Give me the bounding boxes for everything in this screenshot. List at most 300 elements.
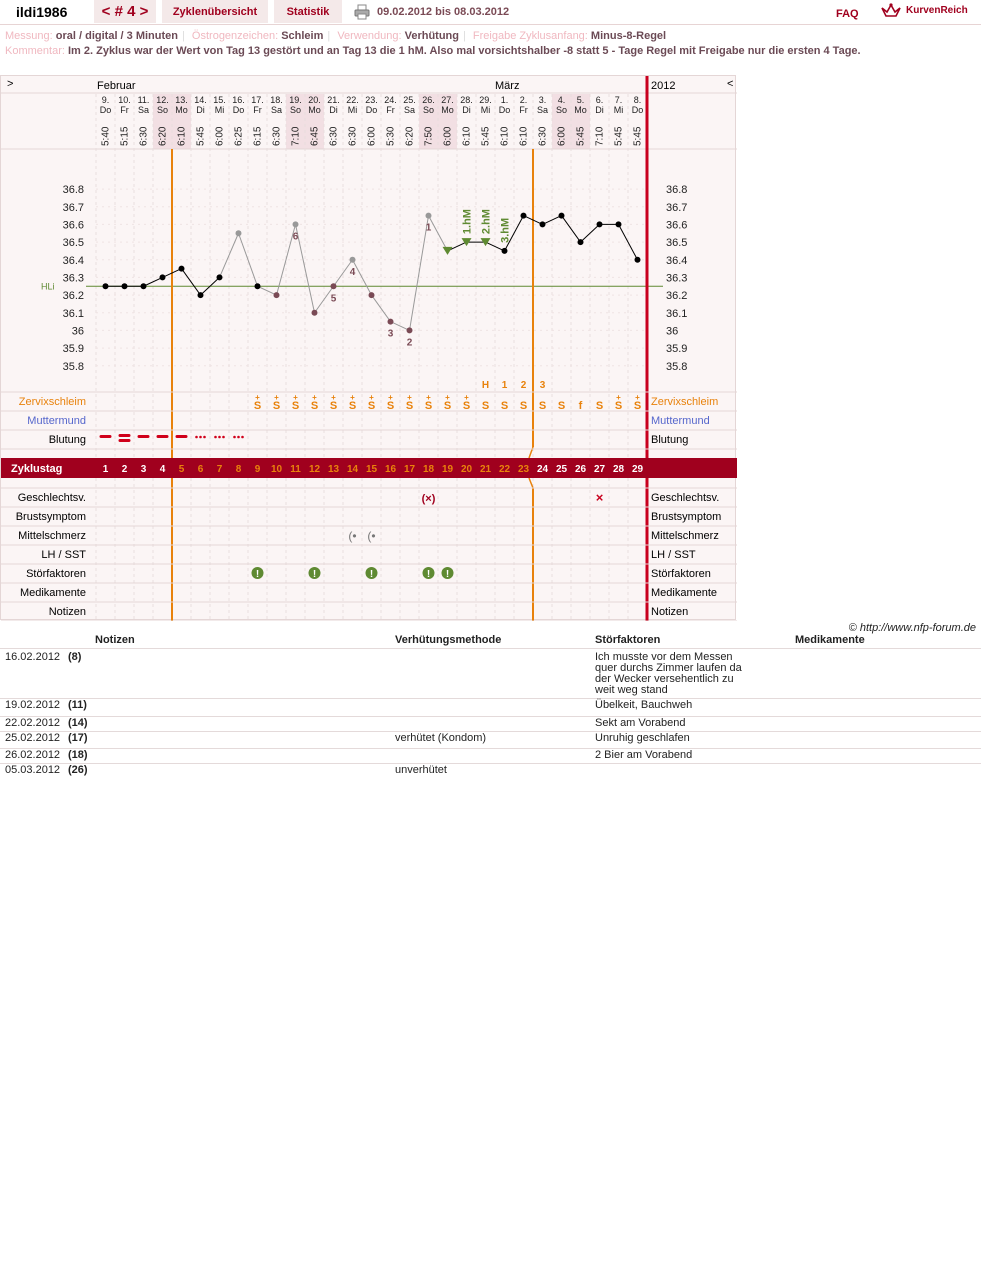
date-label: 16. — [232, 95, 245, 105]
row-date: 26.02.2012 — [5, 749, 61, 761]
weekday-label: Mo — [574, 105, 587, 115]
table-row — [0, 650, 981, 699]
cycle-day-number: 19 — [441, 464, 454, 475]
y-tick-right: 36 — [666, 325, 679, 338]
cycle-day-number: 8 — [235, 464, 242, 475]
count-label: 5 — [330, 293, 337, 305]
row-label-zervix: Zervixschleim — [18, 396, 86, 408]
cycle-day-number: 21 — [479, 464, 492, 475]
time-label: 5:15 — [119, 126, 131, 146]
cycle-day-number: 13 — [327, 464, 340, 475]
freigabe-value: Minus-8-Regel — [590, 30, 667, 42]
row-label-right-zervix: Zervixschleim — [651, 396, 719, 408]
cycle-day-number: 26 — [574, 464, 587, 475]
time-label: 6:10 — [461, 126, 473, 146]
time-label: 5:30 — [385, 126, 397, 146]
row-method: verhütet (Kondom) — [395, 732, 487, 744]
bleeding-dot — [233, 436, 236, 439]
date-label: 9. — [101, 95, 110, 105]
temp-shift-line — [529, 478, 533, 488]
time-label: 6:00 — [214, 126, 226, 146]
header-method: Verhütungsmethode — [395, 634, 502, 646]
time-label: 6:45 — [309, 126, 321, 146]
cycle-day-number: 25 — [555, 464, 568, 475]
cycle-day-number: 20 — [460, 464, 473, 475]
row-label-muttermund: Muttermund — [27, 415, 86, 427]
row-label-lh: LH / SST — [41, 549, 86, 561]
bleeding-dot — [203, 436, 206, 439]
time-label: 6:10 — [499, 126, 511, 146]
weekday-label: So — [156, 105, 169, 115]
y-tick-right: 35.8 — [666, 360, 688, 373]
weekday-label: Fr — [519, 105, 528, 115]
mittelschmerz-icon: (• — [348, 529, 357, 543]
mucus-plus: + — [445, 393, 450, 402]
row-label-right-brust: Brustsymptom — [651, 511, 722, 523]
bleeding-dot — [241, 436, 244, 439]
mucus-plus: + — [350, 393, 355, 402]
temp-point — [407, 327, 413, 333]
freigabe-label: Freigabe Zyklusanfang: — [472, 30, 588, 42]
header-medi: Medikamente — [795, 634, 865, 646]
row-label-right-blutung: Blutung — [651, 434, 689, 446]
date-label: 24. — [384, 95, 397, 105]
row-label-right-lh: LH / SST — [651, 549, 696, 561]
cycle-day-number: 11 — [290, 464, 301, 475]
temp-point — [141, 283, 147, 289]
count-label: 1 — [425, 222, 432, 234]
coverline-label: HLi — [41, 281, 55, 292]
y-tick-right: 36.8 — [666, 184, 688, 197]
mucus-symbol: S — [633, 400, 642, 412]
mucus-plus: + — [426, 393, 431, 402]
bleeding-mark — [176, 435, 188, 438]
date-label: 10. — [118, 95, 131, 105]
time-label: 5:45 — [613, 126, 625, 146]
date-label: 1. — [500, 95, 509, 105]
weekday-label: So — [555, 105, 568, 115]
y-tick-left: 35.9 — [62, 343, 84, 356]
messung-value: oral / digital / 3 Minuten — [55, 30, 178, 42]
date-label: 2. — [519, 95, 528, 105]
weekday-label: Di — [462, 105, 471, 115]
cycle-day-number: 28 — [612, 464, 625, 475]
date-range: 09.02.2012 bis 08.03.2012 — [377, 6, 510, 18]
bleeding-mark — [157, 435, 169, 438]
meta-line: Messung: oral / digital / 3 Minuten | Östrogenzeichen: Schleim | Verwendung: Verhütung | Freigabe Zyklusanfang: Minus-8-Regel — [5, 30, 667, 42]
row-label-mittel: Mittelschmerz — [18, 530, 86, 542]
y-tick-right: 36.2 — [666, 290, 688, 303]
logo-text[interactable]: KurvenReich — [906, 5, 968, 16]
mucus-symbol: f — [578, 400, 583, 412]
date-label: 19. — [289, 95, 302, 105]
bleeding-dot — [222, 436, 225, 439]
mucus-symbol: S — [405, 400, 414, 412]
date-label: 11. — [137, 95, 150, 105]
cycle-day-number: 24 — [536, 464, 549, 475]
row-label-blutung: Blutung — [48, 434, 86, 446]
bleeding-dot — [195, 436, 198, 439]
row-cycle-day: (17) — [68, 732, 88, 744]
cycle-day-number: 5 — [178, 464, 185, 475]
y-tick-left: 36.5 — [62, 237, 84, 250]
date-label: 14. — [194, 95, 207, 105]
time-label: 6:20 — [157, 126, 169, 146]
table-row — [0, 731, 981, 749]
weekday-label: Sa — [137, 105, 150, 115]
time-label: 6:30 — [537, 126, 549, 146]
time-label: 6:10 — [518, 126, 530, 146]
time-label: 6:20 — [404, 126, 416, 146]
top-bar — [0, 0, 981, 25]
time-label: 7:50 — [423, 126, 435, 146]
weekday-label: Mo — [308, 105, 321, 115]
weekday-label: Do — [631, 105, 644, 115]
row-label-zyklustag: Zyklustag — [11, 463, 63, 475]
cycle-day-number: 14 — [346, 464, 359, 475]
mucus-symbol: S — [500, 400, 509, 412]
row-label-notizen: Notizen — [48, 606, 86, 618]
mucus-plus: + — [312, 393, 317, 402]
intercourse-mark: (×) — [421, 493, 436, 505]
weekday-label: Fr — [386, 105, 395, 115]
temp-point — [521, 213, 527, 219]
time-label: 6:30 — [347, 126, 359, 146]
mucus-peak-label: 1 — [501, 380, 508, 391]
time-label: 7:10 — [594, 126, 606, 146]
bleeding-dot — [214, 436, 217, 439]
year-label: 2012 — [651, 80, 676, 92]
y-tick-right: 36.5 — [666, 237, 688, 250]
hm-label: 1.hM — [461, 209, 474, 235]
row-date: 19.02.2012 — [5, 699, 61, 711]
weekday-label: Sa — [403, 105, 416, 115]
y-tick-right: 36.6 — [666, 219, 688, 232]
weekday-label: Mo — [175, 105, 188, 115]
row-label-right-medi: Medikamente — [651, 587, 718, 599]
mucus-symbol: S — [481, 400, 490, 412]
header-stoer: Störfaktoren — [595, 634, 661, 646]
mucus-symbol: S — [253, 400, 262, 412]
chart-svg — [1, 76, 737, 621]
time-label: 6:25 — [233, 126, 245, 146]
cycle-day-number: 4 — [159, 464, 166, 475]
bleeding-dot — [218, 436, 221, 439]
cycle-day-number: 9 — [254, 464, 261, 475]
bleeding-mark — [138, 435, 150, 438]
temp-point — [426, 213, 432, 219]
date-label: 28. — [460, 95, 473, 105]
row-label-right-mittel: Mittelschmerz — [651, 530, 719, 542]
y-tick-left: 36.2 — [62, 290, 84, 303]
temp-segment — [144, 277, 163, 286]
header-notizen: Notizen — [95, 634, 135, 646]
time-label: 5:40 — [100, 126, 112, 146]
date-label: 5. — [576, 95, 585, 105]
mucus-plus: + — [331, 393, 336, 402]
temp-segment — [182, 269, 201, 296]
time-label: 6:00 — [366, 126, 378, 146]
temp-point — [255, 283, 261, 289]
cycle-day-number: 15 — [365, 464, 378, 475]
cycle-day-number: 18 — [422, 464, 435, 475]
mucus-symbol: S — [367, 400, 376, 412]
date-label: 23. — [365, 95, 378, 105]
weekday-label: Mi — [613, 105, 624, 115]
temp-point — [388, 319, 394, 325]
mucus-plus: + — [635, 393, 640, 402]
row-stoer: 2 Bier am Vorabend — [595, 749, 693, 761]
row-label-gv: Geschlechtsv. — [17, 492, 86, 504]
weekday-label: Do — [365, 105, 378, 115]
time-label: 5:45 — [480, 126, 492, 146]
comment-line — [5, 45, 861, 57]
row-label-medi: Medikamente — [19, 587, 86, 599]
time-label: 5:45 — [632, 126, 644, 146]
mucus-symbol: S — [595, 400, 604, 412]
temp-point — [559, 213, 565, 219]
temp-point — [179, 266, 185, 272]
intercourse-mark: × — [595, 490, 604, 505]
mucus-symbol: S — [310, 400, 319, 412]
date-label: 13. — [175, 95, 188, 105]
cycle-chart — [0, 75, 736, 620]
copyright: © http://www.nfp-forum.de — [848, 622, 976, 634]
date-label: 8. — [633, 95, 642, 105]
row-label-right-stoer: Störfaktoren — [651, 568, 711, 580]
cycle-day-number: 12 — [308, 464, 321, 475]
faq-link[interactable]: FAQ — [836, 8, 859, 20]
cycle-day-number: 6 — [197, 464, 204, 475]
weekday-label: Di — [329, 105, 338, 115]
row-stoer: Ich musste vor dem Messen quer durchs Zimmer laufen da der Wecker versehentlich zu weit weg stand — [595, 651, 742, 696]
mucus-plus: + — [274, 393, 279, 402]
weekday-label: Fr — [253, 105, 262, 115]
mucus-symbol: S — [386, 400, 395, 412]
tab-cycle-overview[interactable]: Zyklenübersicht — [162, 0, 268, 23]
temp-point — [502, 248, 508, 254]
temp-point — [578, 239, 584, 245]
weekday-label: So — [289, 105, 302, 115]
y-tick-right: 35.9 — [666, 343, 688, 356]
bleeding-mark — [119, 434, 131, 437]
weekday-label: Mo — [441, 105, 454, 115]
disturbance-glyph: ! — [426, 569, 431, 580]
count-label: 6 — [292, 231, 299, 243]
mucus-symbol: S — [348, 400, 357, 412]
y-tick-left: 35.8 — [62, 360, 84, 373]
date-label: 17. — [251, 95, 264, 105]
temp-point — [369, 292, 375, 298]
table-row — [0, 748, 981, 764]
row-cycle-day: (26) — [68, 764, 88, 776]
mucus-symbol: S — [519, 400, 528, 412]
y-tick-right: 36.7 — [666, 201, 688, 214]
temp-point — [331, 283, 337, 289]
count-label: 2 — [406, 337, 413, 349]
weekday-label: Mi — [214, 105, 225, 115]
row-label-brust: Brustsymptom — [15, 511, 86, 523]
cycle-day-number: 29 — [631, 464, 644, 475]
weekday-label: Sa — [536, 105, 549, 115]
mucus-symbol: S — [291, 400, 300, 412]
temp-point — [312, 310, 318, 316]
printer-icon[interactable] — [354, 4, 370, 20]
mucus-peak-label: 3 — [539, 380, 546, 391]
row-cycle-day: (18) — [68, 749, 88, 761]
weekday-label: Di — [595, 105, 604, 115]
row-label-right-muttermund: Muttermund — [651, 415, 710, 427]
time-label: 5:45 — [195, 126, 207, 146]
hm-label: 3.hM — [499, 217, 512, 243]
y-tick-right: 36.3 — [666, 272, 688, 285]
temp-point — [160, 274, 166, 280]
hm-label: 2.hM — [480, 209, 493, 235]
weekday-label: Do — [498, 105, 511, 115]
date-label: 18. — [270, 95, 283, 105]
row-cycle-day: (14) — [68, 717, 88, 729]
username: ildi1986 — [16, 4, 68, 20]
row-stoer: Unruhig geschlafen — [595, 732, 690, 744]
row-cycle-day: (11) — [68, 699, 87, 711]
row-label-right-notizen: Notizen — [651, 606, 689, 618]
time-label: 6:30 — [138, 126, 150, 146]
mucus-symbol: S — [329, 400, 338, 412]
time-label: 6:30 — [271, 126, 283, 146]
oestrogen-value: Schleim — [281, 30, 324, 42]
temp-point — [635, 257, 641, 263]
weekday-label: Fr — [120, 105, 129, 115]
temp-point — [350, 257, 356, 263]
cycle-day-number: 22 — [498, 464, 511, 475]
cycle-day-number: 3 — [140, 464, 147, 475]
nav-next: < — [727, 78, 734, 90]
y-tick-right: 36.1 — [666, 307, 688, 320]
mucus-plus: + — [616, 393, 621, 402]
mucus-plus: + — [293, 393, 298, 402]
date-label: 29. — [479, 95, 492, 105]
mucus-plus: + — [369, 393, 374, 402]
y-tick-left: 36 — [71, 325, 84, 338]
mucus-plus: + — [407, 393, 412, 402]
y-tick-left: 36.3 — [62, 272, 84, 285]
cycle-day-number: 1 — [102, 464, 109, 475]
temp-point — [103, 283, 109, 289]
mucus-symbol: S — [462, 400, 471, 412]
disturbance-glyph: ! — [312, 569, 317, 580]
temp-point — [217, 274, 223, 280]
kommentar-value: Im 2. Zyklus war der Wert von Tag 13 gestört und an Tag 13 die 1 hM. Also mal vorsichtshalber -8 statt 5 - Tage Regel mit Freigabe nur die ersten 4 Tage. — [67, 45, 861, 57]
verwendung-label: Verwendung: — [337, 30, 402, 42]
mucus-symbol: S — [614, 400, 623, 412]
disturbance-glyph: ! — [255, 569, 260, 580]
bleeding-dot — [199, 436, 202, 439]
mucus-plus: + — [255, 393, 260, 402]
date-label: 20. — [308, 95, 321, 105]
cycle-day-number: 16 — [384, 464, 397, 475]
table-row — [0, 763, 981, 777]
mucus-symbol: S — [424, 400, 433, 412]
temp-point-hm — [443, 247, 453, 255]
count-label: 3 — [387, 328, 394, 340]
time-label: 5:45 — [575, 126, 587, 146]
cycle-navigator[interactable]: < # 4 > — [94, 0, 156, 23]
row-label-right-gv: Geschlechtsv. — [651, 492, 720, 504]
nav-prev: > — [7, 78, 14, 90]
weekday-label: Do — [232, 105, 245, 115]
bleeding-mark — [119, 439, 131, 442]
date-label: 22. — [346, 95, 359, 105]
temp-point — [293, 221, 299, 227]
weekday-label: So — [422, 105, 435, 115]
temp-point — [540, 221, 546, 227]
oestrogen-label: Östrogenzeichen: — [191, 30, 279, 42]
weekday-label: Do — [99, 105, 112, 115]
y-tick-left: 36.1 — [62, 307, 84, 320]
temp-point — [616, 221, 622, 227]
mucus-peak-label: 2 — [520, 380, 527, 391]
tab-statistics[interactable]: Statistik — [274, 0, 342, 23]
date-label: 12. — [156, 95, 169, 105]
time-label: 6:15 — [252, 126, 264, 146]
mucus-peak-label: H — [481, 380, 490, 391]
date-label: 25. — [403, 95, 416, 105]
mucus-plus: + — [388, 393, 393, 402]
mittelschmerz-icon: (• — [367, 529, 376, 543]
date-label: 15. — [213, 95, 226, 105]
mucus-symbol: S — [443, 400, 452, 412]
cycle-day-number: 7 — [216, 464, 223, 475]
weekday-label: Sa — [270, 105, 283, 115]
date-label: 3. — [538, 95, 547, 105]
temp-point — [597, 221, 603, 227]
table-row — [0, 716, 981, 732]
weekday-label: Mi — [480, 105, 491, 115]
date-label: 6. — [595, 95, 604, 105]
verwendung-value: Verhütung — [404, 30, 459, 42]
row-cycle-day: (8) — [68, 651, 82, 663]
weekday-label: Mi — [347, 105, 358, 115]
cycle-day-number: 23 — [517, 464, 530, 475]
kommentar-label: Kommentar: — [5, 45, 65, 57]
time-label: 6:30 — [328, 126, 340, 146]
month-label: Februar — [97, 80, 136, 92]
row-stoer: Übelkeit, Bauchweh — [595, 699, 693, 711]
cycle-day-number: 2 — [121, 464, 128, 475]
y-tick-left: 36.4 — [62, 254, 84, 267]
time-label: 6:00 — [442, 126, 454, 146]
weekday-label: Di — [196, 105, 205, 115]
messung-label: Messung: — [5, 30, 53, 42]
date-label: 27. — [441, 95, 454, 105]
time-label: 7:10 — [290, 126, 302, 146]
row-label-stoer: Störfaktoren — [26, 568, 86, 580]
y-tick-left: 36.7 — [62, 201, 84, 214]
month-label: März — [495, 80, 520, 92]
date-label: 26. — [422, 95, 435, 105]
table-row — [0, 698, 981, 717]
disturbance-glyph: ! — [369, 569, 374, 580]
cycle-day-number: 10 — [270, 464, 283, 475]
temp-segment — [619, 224, 638, 259]
mucus-symbol: S — [538, 400, 547, 412]
bleeding-mark — [100, 435, 112, 438]
date-label: 4. — [557, 95, 566, 105]
row-date: 25.02.2012 — [5, 732, 61, 744]
row-stoer: Sekt am Vorabend — [595, 717, 686, 729]
count-label: 4 — [349, 266, 356, 278]
row-date: 05.03.2012 — [5, 764, 61, 776]
